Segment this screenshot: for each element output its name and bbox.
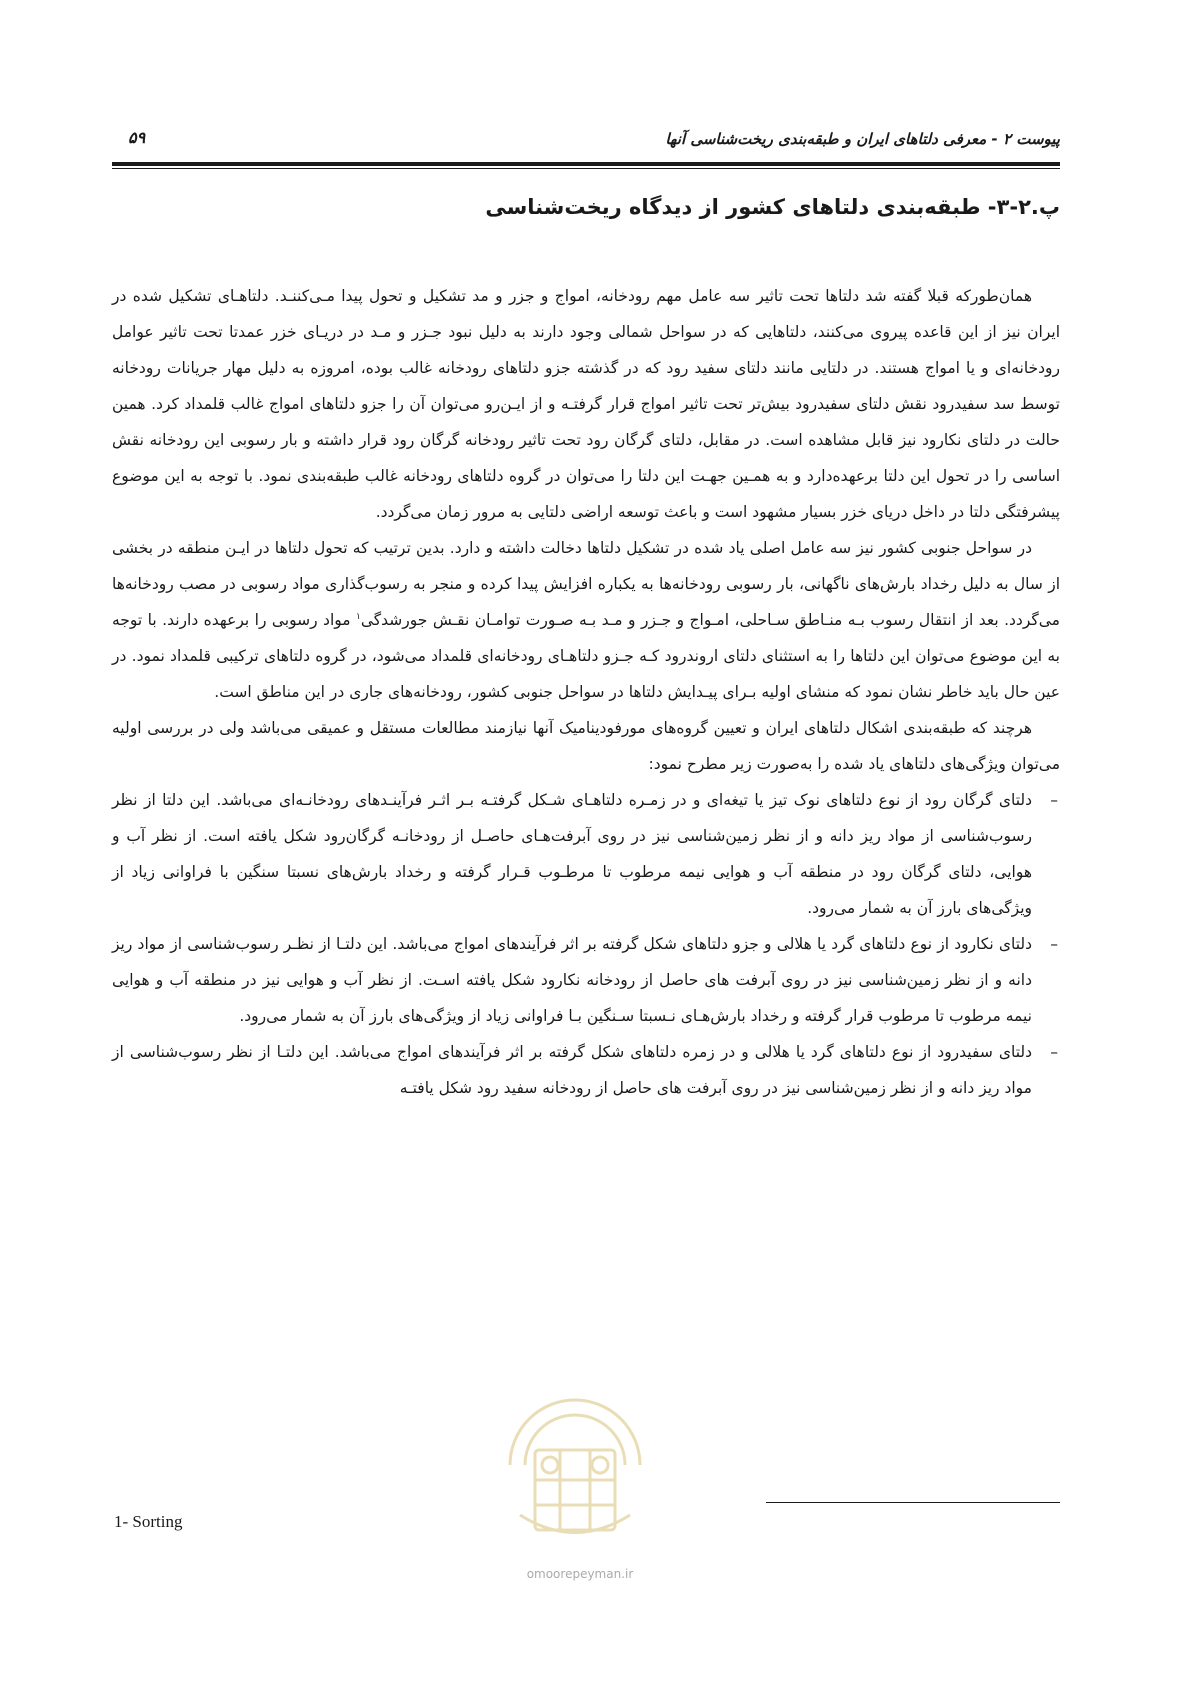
body-text [112, 278, 1060, 1106]
list-item-text: دلتای سفیدرود از نوع دلتاهای گرد یا هلالی و در زمره دلتاهای شکل گرفته بر اثر فرآیندهای امواج می‌باشد. این دلتـا از نظر رسوب‌شناسی از مواد ریز دانه و از نظر زمین‌شناسی نیز در روی آبرفت های حاصل از رودخانه سفید رود شکل یافتـه [112, 1043, 1032, 1097]
running-title: پیوست ۲ - معرفی دلتاهای ایران و طبقه‌بندی ریخت‌شناسی آنها [665, 130, 1060, 148]
header-rule-thin [112, 168, 1060, 169]
list-item-text: دلتای گرگان رود از نوع دلتاهای نوک تیز یا تیغه‌ای و در زمـره دلتاهـای شـکل گرفتـه بـر اثـر فرآینـدهای رودخانـه‌ای می‌باشد. این دلتا از نظر رسوب‌شناسی از مواد ریز دانه و از نظر زمین‌شناسی نیز در روی آبرفت‌هـای حاصـل از رودخانـه گرگان‌رود شکل یافته است. از نظر آب و هوایی، دلتای گرگان رود در منطقه آب و هوایی نیمه مرطوب تا مرطـوب قـرار گرفته و رخداد بارش‌های نسبتا سنگین با فراوانی زیاد از ویژگی‌های بارز آن به شمار می‌رود. [112, 791, 1032, 917]
list-item-text: دلتای نکارود از نوع دلتاهای گرد یا هلالی و جزو دلتاهای شکل گرفته بر اثر فرآیندهای امواج می‌باشد. این دلتـا از نظـر رسوب‌شناسی از مواد ریز دانه و از نظر زمین‌شناسی نیز در روی آبرفت های حاصل از رودخانه نکارود شکل یافته اسـت. از نظر آب و هوایی نیز در منطقه آب و هوایی نیمه مرطوب تا مرطوب قرار گرفته و رخداد بارش‌هـای نـسبتا سـنگین بـا فراوانی زیاد از ویژگی‌های بارز آن به شمار می‌رود. [112, 935, 1032, 1025]
page-header [112, 128, 1060, 156]
section-heading: پ.۲-۳- طبقه‌بندی دلتاهای کشور از دیدگاه ریخت‌شناسی [485, 195, 1060, 219]
paragraph: هرچند که طبقه‌بندی اشکال دلتاهای ایران و تعیین گروه‌های مورفودینامیک آنها نیازمند مطالعات مستقل و عمیقی می‌باشد ولی در بررسی اولیه می‌توان ویژگی‌های دلتاهای یاد شده را به‌صورت زیر مطرح نمود: [112, 719, 1060, 773]
list-item [112, 782, 1060, 926]
footnote: 1- Sorting [114, 1512, 183, 1531]
bullet-list [112, 782, 1060, 1106]
dash-marker: – [1050, 791, 1058, 809]
watermark-url: omoorepeyman.ir [526, 1567, 634, 1581]
dash-marker: – [1050, 935, 1058, 953]
dash-marker: – [1050, 1043, 1058, 1061]
list-item [112, 926, 1060, 1034]
paragraph [112, 530, 1060, 710]
watermark-emblem-icon [490, 1355, 660, 1555]
header-rule-thick [112, 162, 1060, 166]
paragraph-text: در سواحل جنوبی کشور نیز سه عامل اصلی یاد شده در تشکیل دلتاها دخالت داشته و دارد. بدین ترتیب که تحول دلتاها در ایـن منطقه در بخشی از سال به دلیل رخداد بارش‌های ناگهانی، بار رسوبی رودخانه‌ها به یکباره افزایش پیدا کرده و منجر به رسوب‌گذاری مواد رسوبی در مصب رودخانه‌ها می‌گردد. بعد از انتقال رسوب بـه منـاطق سـاحلی، امـواج و جـزر و مـد بـه صـورت توامـان نقـش جورشدگی [112, 539, 1060, 629]
page-number: ۵۹ [128, 128, 146, 147]
footnote-rule [766, 1502, 1060, 1503]
paragraph-text: مواد رسوبی را برعهده دارند. با توجه به این موضوع می‌توان این دلتاها را به استثنای دلتای اروندرود کـه جـزو دلتاهـای رودخانه‌ای قلمداد می‌شود، در گروه دلتاهای ترکیبی قلمداد نمود. در عین حال باید خاطر نشان نمود که منشای اولیه بـرای پیـدایش دلتاها در سواحل جنوبی کشور، رودخانه‌های جاری در این مناطق است. [112, 611, 1060, 701]
list-item [112, 1034, 1060, 1106]
paragraph: همان‌طورکه قبلا گفته شد دلتاها تحت تاثیر سه عامل مهم رودخانه، امواج و جزر و مد تشکیل و تحول پیدا مـی‌کننـد. دلتاهـای تشکیل شده در ایران نیز از این قاعده پیروی می‌کنند، دلتاهایی که در سواحل شمالی وجود دارند به دلیل نبود جـزر و مـد در دریـای خزر عمدتا تحت تاثیر عوامل رودخانه‌ای و یا امواج هستند. در دلتایی مانند دلتای سفید رود که در گذشته جزو دلتاهای رودخانه غالب بوده، امروزه به دلیل مهار جریانات رودخانه توسط سد سفیدرود نقش دلتای سفیدرود بیش‌تر تحت تاثیر امواج قرار گرفتـه و از ایـن‌رو می‌توان آن را جزو دلتاهای امواج غالب قلمداد کرد. همین حالت در دلتای نکارود نیز قابل مشاهده است. در مقابل، دلتای گرگان رود تحت تاثیر رودخانه گرگان رود قرار داشته و بار رسوبی این رودخانه نقش اساسی را در تحول این دلتا برعهده‌دارد و به همـین جهـت این دلتا را می‌توان در گروه دلتاهای رودخانه غالب طبقه‌بندی نمود. با توجه به این موضوع پیشرفتگی دلتا در داخل دریای خزر بسیار مشهود است و باعث توسعه اراضی دلتایی به مرور زمان می‌گردد. [112, 287, 1060, 521]
footnote-marker: ۱ [356, 611, 361, 622]
